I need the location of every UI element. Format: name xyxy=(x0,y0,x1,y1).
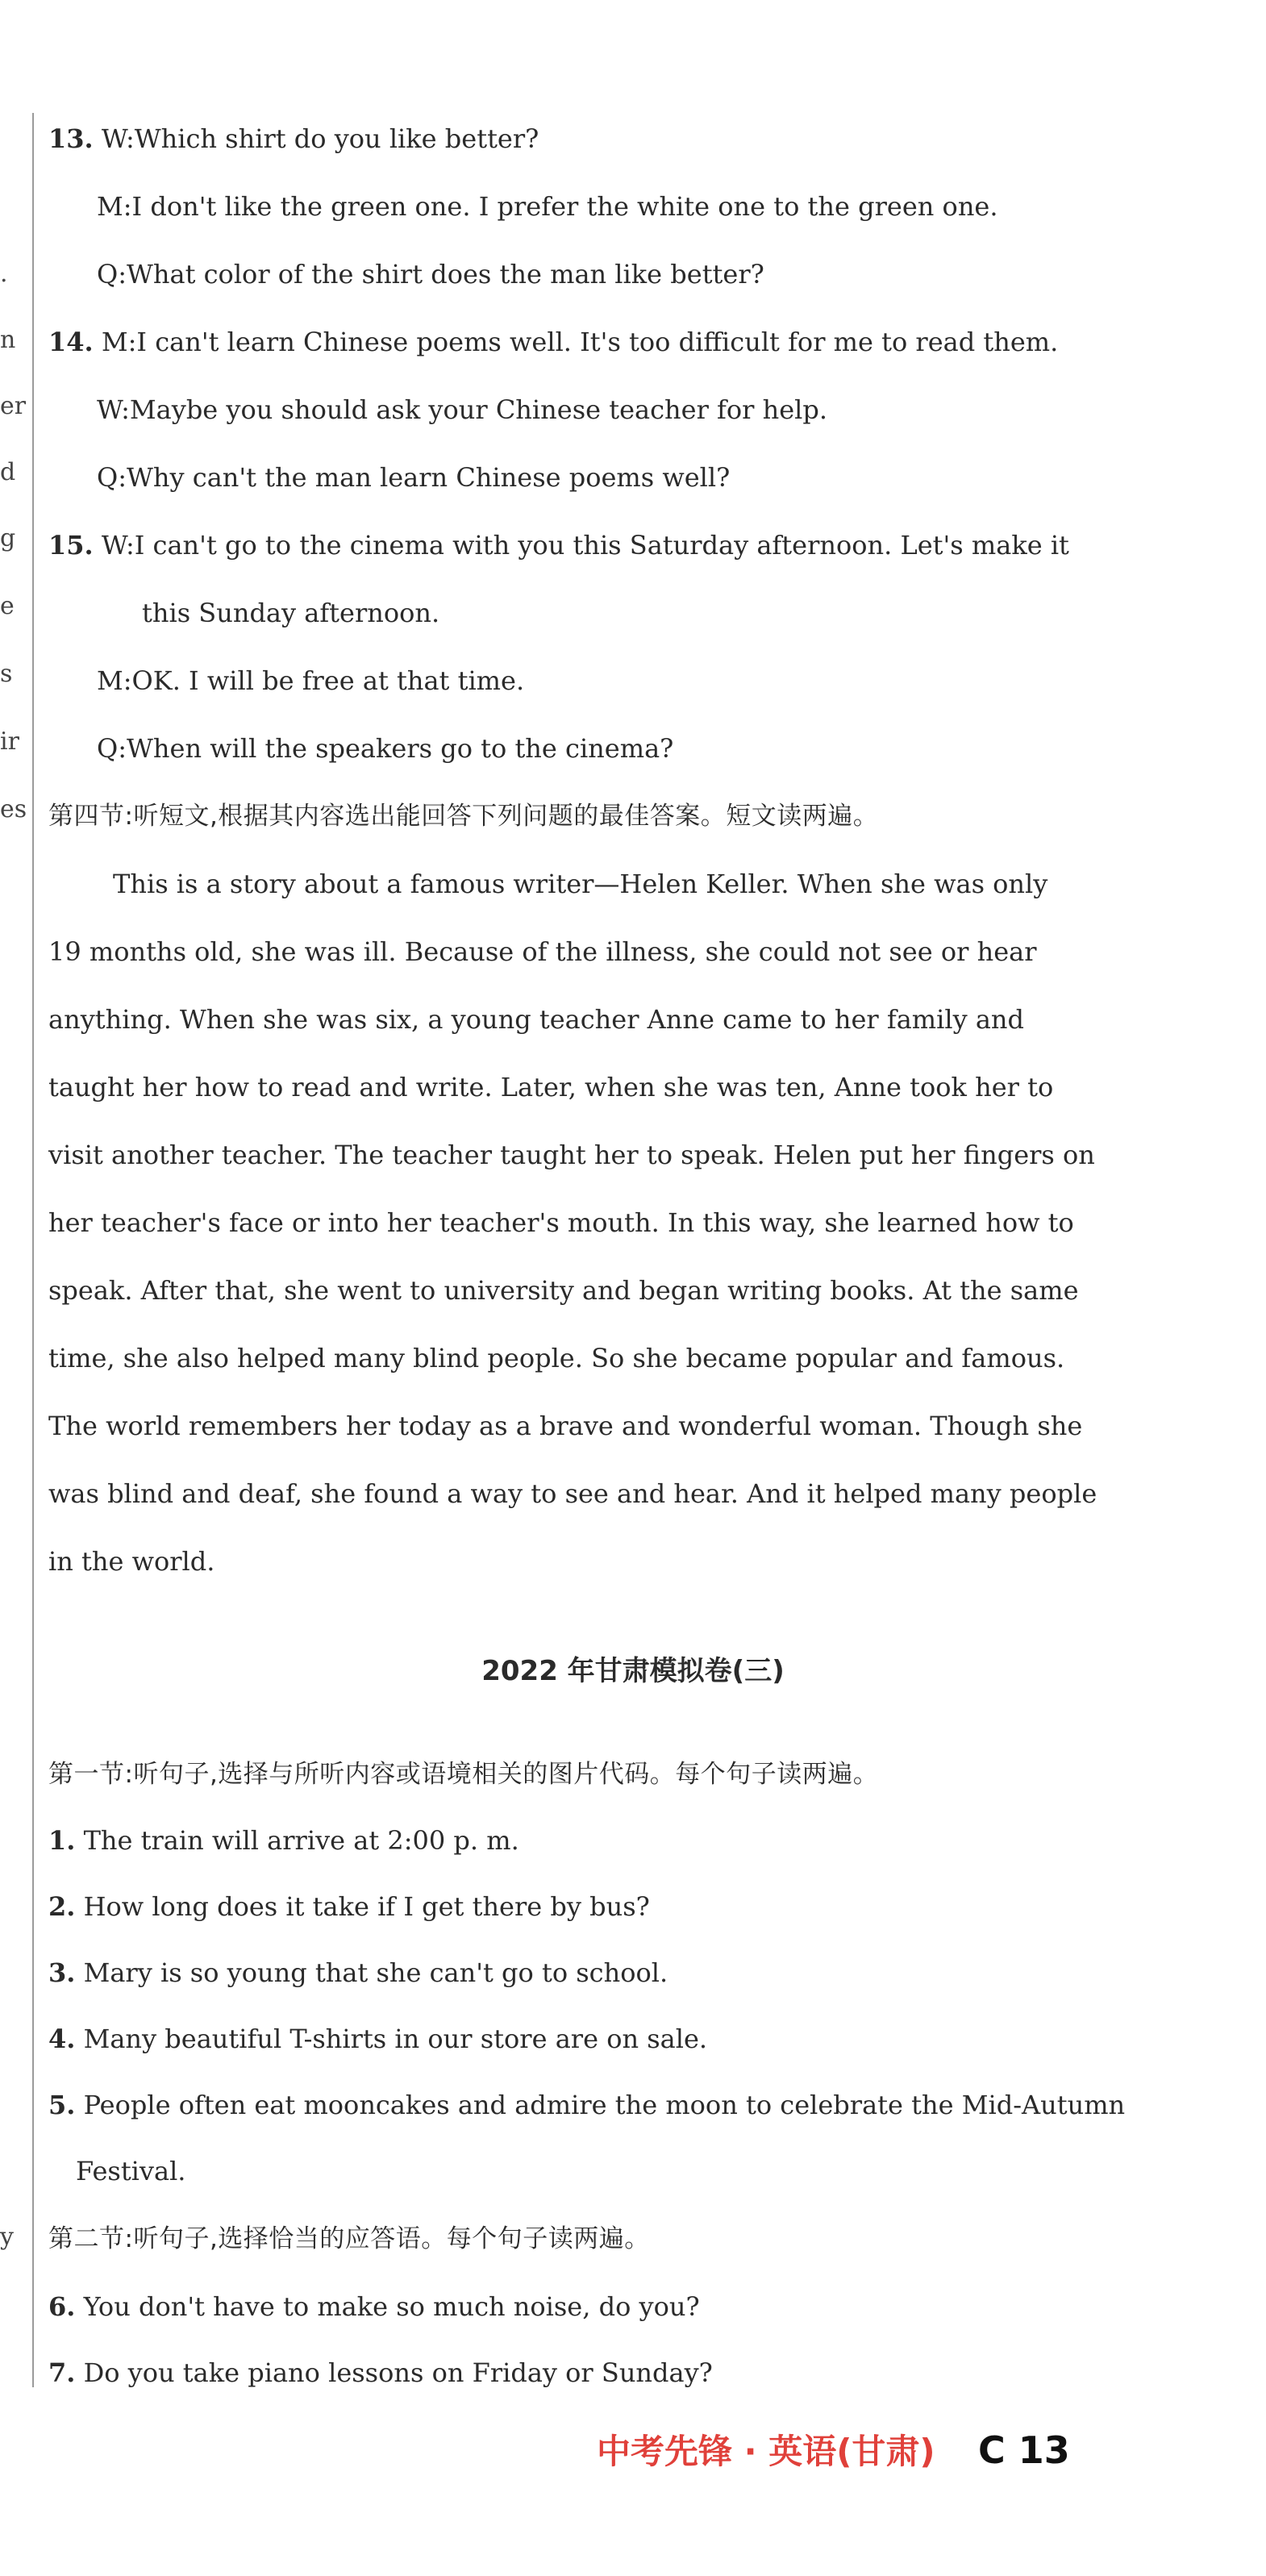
passage-line: time, she also helped many blind people. So she became popular and famous. xyxy=(48,1343,1065,1373)
passage-line: was blind and deaf, she found a way to see and hear. And it helped many people xyxy=(48,1478,1097,1509)
item-number: 7. xyxy=(48,2357,76,2388)
section-heading-2: 第二节:听句子,选择恰当的应答语。每个句子读两遍。 xyxy=(48,2224,650,2253)
item-text: Many beautiful T-shirts in our store are on sale. xyxy=(83,2024,708,2054)
page-footer xyxy=(597,2428,1070,2474)
dialog-text: W:Which shirt do you like better? xyxy=(101,123,539,154)
item-3 xyxy=(48,1957,668,1989)
margin-fragment: y xyxy=(0,2223,14,2251)
passage-line: 19 months old, she was ill. Because of the illness, she could not see or hear xyxy=(48,936,1037,967)
margin-fragment: d xyxy=(0,458,16,486)
passage-line: anything. When she was six, a young teacher Anne came to her family and xyxy=(48,1004,1025,1035)
section-heading-1: 第一节:听句子,选择与所听内容或语境相关的图片代码。每个句子读两遍。 xyxy=(48,1760,879,1789)
dialog-line-q14-m xyxy=(48,326,1058,358)
item-6 xyxy=(48,2290,700,2323)
passage-line: The world remembers her today as a brave and wonderful woman. Though she xyxy=(48,1411,1083,1441)
item-number: 3. xyxy=(48,1957,76,1988)
item-1 xyxy=(48,1824,519,1857)
item-number: 6. xyxy=(48,2291,76,2322)
exam-title: 2022 年甘肃模拟卷(三) xyxy=(481,1655,785,1687)
question-number: 13. xyxy=(48,123,94,154)
margin-fragment: es xyxy=(0,795,27,823)
item-2 xyxy=(48,1890,650,1923)
dialog-line-q13-w xyxy=(48,123,539,155)
item-text: How long does it take if I get there by bus? xyxy=(83,1891,650,1922)
passage-line: This is a story about a famous writer—Helen Keller. When she was only xyxy=(113,869,1048,899)
dialog-line-q14-q: Q:Why can't the man learn Chinese poems well? xyxy=(97,462,731,493)
item-7 xyxy=(48,2357,713,2389)
margin-fragment: er xyxy=(0,392,27,420)
item-number: 5. xyxy=(48,2090,76,2120)
dialog-line-q15-w-cont: this Sunday afternoon. xyxy=(142,598,440,628)
item-text: You don't have to make so much noise, do you? xyxy=(83,2291,700,2322)
dialog-text: W:I can't go to the cinema with you this Saturday afternoon. Let's make it xyxy=(101,530,1069,561)
question-number: 14. xyxy=(48,327,94,357)
item-number: 4. xyxy=(48,2024,76,2054)
passage-line: taught her how to read and write. Later, when she was ten, Anne took her to xyxy=(48,1072,1054,1103)
dialog-line-q15-m: M:OK. I will be free at that time. xyxy=(97,665,525,696)
question-number: 15. xyxy=(48,530,94,561)
passage-line: speak. After that, she went to university and began writing books. At the same xyxy=(48,1275,1079,1306)
item-text: Do you take piano lessons on Friday or Sunday? xyxy=(83,2357,713,2388)
item-text: The train will arrive at 2:00 p. m. xyxy=(83,1825,519,1856)
passage-line: visit another teacher. The teacher taught her to speak. Helen put her fingers on xyxy=(48,1140,1095,1170)
margin-fragment: ir xyxy=(0,727,19,756)
passage-line: her teacher's face or into her teacher's mouth. In this way, she learned how to xyxy=(48,1207,1074,1238)
item-5-cont: Festival. xyxy=(76,2156,186,2186)
item-text: Mary is so young that she can't go to school. xyxy=(83,1957,668,1988)
passage-line: in the world. xyxy=(48,1546,215,1577)
dialog-text: M:I can't learn Chinese poems well. It's too difficult for me to read them. xyxy=(101,327,1059,357)
item-number: 1. xyxy=(48,1825,76,1856)
margin-fragment: n xyxy=(0,326,16,354)
page-code: C 13 xyxy=(977,2428,1070,2472)
item-4 xyxy=(48,2023,707,2055)
item-text: People often eat mooncakes and admire the moon to celebrate the Mid-Autumn xyxy=(83,2090,1126,2120)
item-5 xyxy=(48,2089,1125,2121)
dialog-line-q13-m: M:I don't like the green one. I prefer the white one to the green one. xyxy=(97,191,998,222)
footer-brand: 中考先锋 · 英语(甘肃) xyxy=(597,2432,935,2471)
item-number: 2. xyxy=(48,1891,76,1922)
margin-rule xyxy=(32,113,34,2387)
dialog-line-q15-w xyxy=(48,529,1069,561)
margin-fragment: s xyxy=(0,660,13,688)
dialog-line-q13-q: Q:What color of the shirt does the man like better? xyxy=(97,259,764,290)
section-heading-4: 第四节:听短文,根据其内容选出能回答下列问题的最佳答案。短文读两遍。 xyxy=(48,802,879,831)
margin-fragment: e xyxy=(0,592,15,620)
margin-fragment: g xyxy=(0,524,16,552)
margin-fragment: . xyxy=(0,260,8,288)
dialog-line-q14-w: W:Maybe you should ask your Chinese teacher for help. xyxy=(97,394,828,425)
dialog-line-q15-q: Q:When will the speakers go to the cinema? xyxy=(97,733,674,764)
